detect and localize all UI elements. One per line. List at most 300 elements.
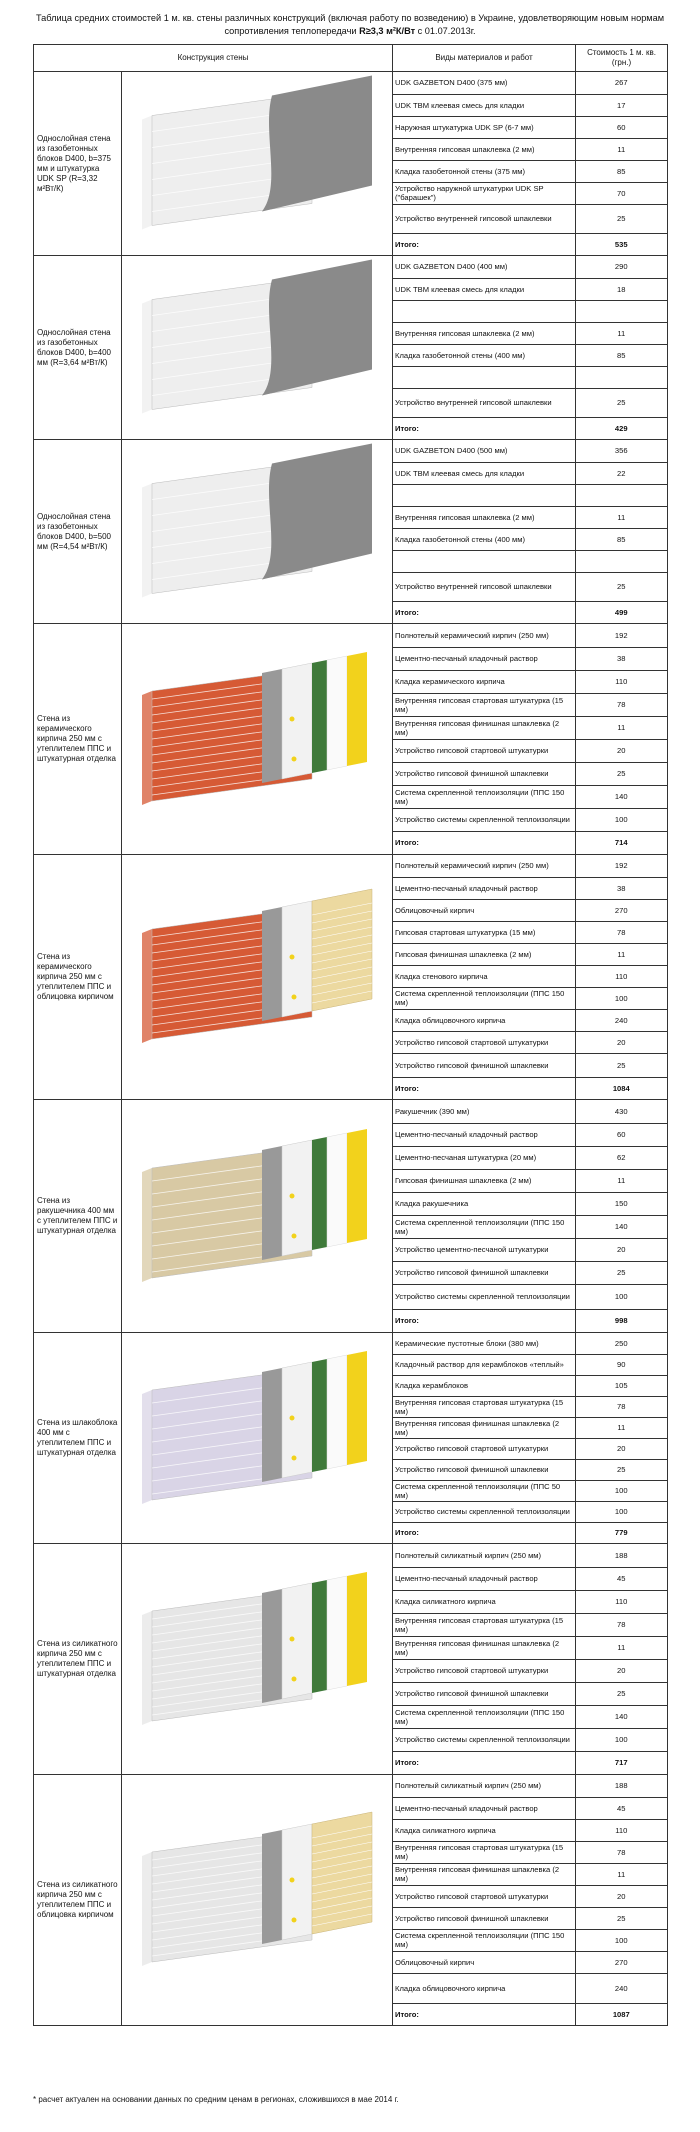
material-row bbox=[393, 1907, 667, 1929]
material-cost: 192 bbox=[575, 624, 667, 647]
material-cost: 192 bbox=[575, 855, 667, 877]
material-cost: 62 bbox=[575, 1146, 667, 1169]
wall-illustration bbox=[122, 1333, 393, 1543]
material-name: Гипсовая финишная шпаклевка (2 мм) bbox=[393, 943, 575, 965]
material-name: Гипсовая финишная шпаклевка (2 мм) bbox=[393, 1169, 575, 1192]
material-name: Устройство цементно-песчаной штукатурки bbox=[393, 1238, 575, 1261]
material-cost: 11 bbox=[575, 1636, 667, 1659]
material-name: Устройство гипсовой финишной шпаклевки bbox=[393, 1907, 575, 1929]
material-name: UDK GAZBETON D400 (375 мм) bbox=[393, 72, 575, 94]
material-name bbox=[393, 550, 575, 572]
material-row bbox=[393, 440, 667, 462]
material-name: Устройство гипсовой стартовой штукатурки bbox=[393, 739, 575, 762]
material-name: Полнотелый силикатный кирпич (250 мм) bbox=[393, 1775, 575, 1797]
material-cost: 25 bbox=[575, 1459, 667, 1480]
material-name: Внутренняя гипсовая стартовая штукатурка (15 мм) bbox=[393, 1841, 575, 1863]
material-row bbox=[393, 670, 667, 693]
material-row bbox=[393, 785, 667, 808]
material-row bbox=[393, 647, 667, 670]
material-row bbox=[393, 693, 667, 716]
material-cost: 20 bbox=[575, 1659, 667, 1682]
material-name: Устройство гипсовой финишной шпаклевки bbox=[393, 762, 575, 785]
material-name: Облицовочный кирпич bbox=[393, 899, 575, 921]
column-header-cost: Стоимость 1 м. кв. (грн.) bbox=[576, 45, 668, 72]
material-row bbox=[393, 1841, 667, 1863]
footnote: * расчет актуален на основании данных по средним ценам в регионах, сложившихся в мае 2014 г. bbox=[33, 2095, 399, 2104]
total-cost: 499 bbox=[575, 601, 667, 623]
material-cost: 150 bbox=[575, 1192, 667, 1215]
material-name: Устройство наружной штукатурки UDK SP ("барашек") bbox=[393, 182, 575, 204]
material-cost: 17 bbox=[575, 94, 667, 116]
wall-illustration bbox=[122, 256, 393, 439]
material-row bbox=[393, 278, 667, 300]
total-row bbox=[393, 1522, 667, 1543]
material-cost: 11 bbox=[575, 138, 667, 160]
material-cost: 78 bbox=[575, 693, 667, 716]
material-name: Устройство внутренней гипсовой шпаклевки bbox=[393, 572, 575, 601]
total-label: Итого: bbox=[395, 838, 419, 848]
materials-cell bbox=[393, 1333, 668, 1544]
material-row bbox=[393, 1354, 667, 1375]
material-row bbox=[393, 855, 667, 877]
material-cost: 100 bbox=[575, 1929, 667, 1951]
total-label: Итого: bbox=[395, 2009, 419, 2019]
total-label: Итого: bbox=[395, 1758, 419, 1768]
material-cost: 70 bbox=[575, 182, 667, 204]
material-cost: 188 bbox=[575, 1775, 667, 1797]
material-row bbox=[393, 1396, 667, 1417]
material-cost: 20 bbox=[575, 739, 667, 762]
material-cost: 78 bbox=[575, 1841, 667, 1863]
material-cost: 45 bbox=[575, 1567, 667, 1590]
total-label: Итого: bbox=[395, 1528, 419, 1538]
material-cost bbox=[575, 366, 667, 388]
total-label: Итого: bbox=[395, 607, 419, 617]
material-name: Внутренняя гипсовая стартовая штукатурка (15 мм) bbox=[393, 693, 575, 716]
material-cost: 25 bbox=[575, 762, 667, 785]
header-line-2: сопротивления теплопередачи R≥3,3 м²К/Вт с 01.07.2013г. bbox=[224, 26, 476, 36]
material-name bbox=[393, 366, 575, 388]
total-cost: 429 bbox=[575, 417, 667, 439]
wall-section bbox=[34, 1775, 668, 2026]
material-cost: 270 bbox=[575, 1951, 667, 1973]
column-header-construction: Конструкция стены bbox=[34, 45, 393, 72]
total-cost: 779 bbox=[575, 1522, 667, 1543]
material-cost: 270 bbox=[575, 899, 667, 921]
material-name: Система скрепленной теплоизоляции (ППС 150 мм) bbox=[393, 1705, 575, 1728]
material-row bbox=[393, 94, 667, 116]
material-cost: 78 bbox=[575, 1613, 667, 1636]
wall-section bbox=[34, 1100, 668, 1333]
material-cost bbox=[575, 484, 667, 506]
material-row bbox=[393, 1459, 667, 1480]
material-name: Устройство гипсовой финишной шпаклевки bbox=[393, 1682, 575, 1705]
wall-construction-label: Однослойная стена из газобетонных блоков D400, b=375 мм и штукатурка UDK SP (R=3,32 м²Вт/К) bbox=[34, 72, 122, 256]
wall-image-cell bbox=[122, 1333, 393, 1544]
material-cost: 25 bbox=[575, 1053, 667, 1077]
material-row bbox=[393, 572, 667, 601]
wall-illustration bbox=[122, 1775, 393, 2025]
total-cost: 717 bbox=[575, 1751, 667, 1774]
material-name: Цементно-песчаная штукатурка (20 мм) bbox=[393, 1146, 575, 1169]
column-header-materials: Виды материалов и работ bbox=[393, 45, 576, 72]
material-name bbox=[393, 484, 575, 506]
material-name: Кладка керамического кирпича bbox=[393, 670, 575, 693]
material-cost: 100 bbox=[575, 987, 667, 1009]
material-row bbox=[393, 1261, 667, 1284]
material-cost: 20 bbox=[575, 1438, 667, 1459]
material-cost: 140 bbox=[575, 785, 667, 808]
table-header-row bbox=[34, 45, 668, 72]
material-cost: 38 bbox=[575, 647, 667, 670]
material-cost: 430 bbox=[575, 1100, 667, 1123]
materials-list bbox=[393, 1100, 667, 1332]
material-name: Цементно-песчаный кладочный раствор bbox=[393, 877, 575, 899]
material-row bbox=[393, 624, 667, 647]
materials-cell bbox=[393, 256, 668, 440]
materials-list bbox=[393, 855, 667, 1099]
material-name: Керамические пустотные блоки (380 мм) bbox=[393, 1333, 575, 1354]
total-cost: 714 bbox=[575, 831, 667, 854]
wall-image-cell bbox=[122, 1544, 393, 1775]
material-name: Устройство гипсовой финишной шпаклевки bbox=[393, 1261, 575, 1284]
material-cost: 110 bbox=[575, 1590, 667, 1613]
material-name: Кладка газобетонной стены (375 мм) bbox=[393, 160, 575, 182]
wall-illustration bbox=[122, 624, 393, 854]
material-name: Кладка газобетонной стены (400 мм) bbox=[393, 344, 575, 366]
material-row bbox=[393, 72, 667, 94]
material-row bbox=[393, 1123, 667, 1146]
wall-image-cell bbox=[122, 72, 393, 256]
wall-construction-label: Стена из силикатного кирпича 250 мм с утеплителем ППС и облицовка кирпичом bbox=[34, 1775, 122, 2026]
material-row bbox=[393, 300, 667, 322]
material-row bbox=[393, 1567, 667, 1590]
material-name: Устройство системы скрепленной теплоизоляции bbox=[393, 1501, 575, 1522]
material-name: UDK TBM клеевая смесь для кладки bbox=[393, 94, 575, 116]
material-row bbox=[393, 322, 667, 344]
material-cost: 100 bbox=[575, 1728, 667, 1751]
material-row bbox=[393, 506, 667, 528]
header-line-1: Таблица средних стоимостей 1 м. кв. стены различных конструкций (включая работу по возведению) в Украине, удовлетворяющим новым нормам bbox=[35, 13, 665, 23]
wall-illustration bbox=[122, 440, 393, 623]
material-row bbox=[393, 1951, 667, 1973]
material-row bbox=[393, 899, 667, 921]
material-name: Кладочный раствор для керамблоков «теплый» bbox=[393, 1354, 575, 1375]
material-name: Устройство системы скрепленной теплоизоляции bbox=[393, 1284, 575, 1309]
material-row bbox=[393, 1480, 667, 1501]
total-row bbox=[393, 831, 667, 854]
material-name: Кладка газобетонной стены (400 мм) bbox=[393, 528, 575, 550]
material-name: Облицовочный кирпич bbox=[393, 1951, 575, 1973]
material-cost: 250 bbox=[575, 1333, 667, 1354]
materials-list bbox=[393, 1544, 667, 1774]
wall-image-cell bbox=[122, 624, 393, 855]
material-row bbox=[393, 1613, 667, 1636]
material-cost: 18 bbox=[575, 278, 667, 300]
material-row bbox=[393, 366, 667, 388]
materials-cell bbox=[393, 855, 668, 1100]
material-row bbox=[393, 1146, 667, 1169]
material-row bbox=[393, 716, 667, 739]
material-name: Кладка облицовочного кирпича bbox=[393, 1973, 575, 2003]
material-row bbox=[393, 965, 667, 987]
material-row bbox=[393, 1659, 667, 1682]
total-cost: 535 bbox=[575, 233, 667, 255]
material-name: Кладка стенового кирпича bbox=[393, 965, 575, 987]
material-cost: 105 bbox=[575, 1375, 667, 1396]
material-row bbox=[393, 1819, 667, 1841]
material-row bbox=[393, 1636, 667, 1659]
material-row bbox=[393, 1728, 667, 1751]
material-row bbox=[393, 1438, 667, 1459]
wall-image-cell bbox=[122, 440, 393, 624]
wall-section bbox=[34, 1333, 668, 1544]
wall-cost-table bbox=[33, 44, 668, 2026]
material-row bbox=[393, 1169, 667, 1192]
total-row bbox=[393, 601, 667, 623]
material-name: Полнотелый керамический кирпич (250 мм) bbox=[393, 624, 575, 647]
material-row bbox=[393, 739, 667, 762]
material-name: Устройство системы скрепленной теплоизоляции bbox=[393, 808, 575, 831]
material-name: Внутренняя гипсовая финишная шпаклевка (2 мм) bbox=[393, 1417, 575, 1438]
materials-list bbox=[393, 1333, 667, 1543]
material-row bbox=[393, 1885, 667, 1907]
material-row bbox=[393, 550, 667, 572]
material-row bbox=[393, 943, 667, 965]
material-name: Цементно-песчаный кладочный раствор bbox=[393, 1797, 575, 1819]
wall-section bbox=[34, 256, 668, 440]
total-label: Итого: bbox=[395, 1083, 419, 1093]
wall-image-cell bbox=[122, 1775, 393, 2026]
material-name: Система скрепленной теплоизоляции (ППС 150 мм) bbox=[393, 1929, 575, 1951]
wall-illustration bbox=[122, 1544, 393, 1774]
material-cost: 85 bbox=[575, 344, 667, 366]
material-row bbox=[393, 388, 667, 417]
material-cost: 38 bbox=[575, 877, 667, 899]
material-row bbox=[393, 116, 667, 138]
document-header bbox=[20, 12, 680, 38]
material-name: Кладка керамблоков bbox=[393, 1375, 575, 1396]
material-name: Устройство гипсовой стартовой штукатурки bbox=[393, 1885, 575, 1907]
material-name: Кладка силикатного кирпича bbox=[393, 1590, 575, 1613]
material-name: Система скрепленной теплоизоляции (ППС 50 мм) bbox=[393, 1480, 575, 1501]
material-row bbox=[393, 1009, 667, 1031]
materials-cell bbox=[393, 1775, 668, 2026]
material-cost bbox=[575, 300, 667, 322]
materials-cell bbox=[393, 72, 668, 256]
material-row bbox=[393, 1031, 667, 1053]
material-row bbox=[393, 344, 667, 366]
wall-construction-label: Стена из керамического кирпича 250 мм с утеплителем ППС и облицовка кирпичом bbox=[34, 855, 122, 1100]
material-row bbox=[393, 1333, 667, 1354]
material-cost: 25 bbox=[575, 204, 667, 233]
material-name: Устройство гипсовой стартовой штукатурки bbox=[393, 1659, 575, 1682]
material-row bbox=[393, 1544, 667, 1567]
material-row bbox=[393, 921, 667, 943]
materials-cell bbox=[393, 624, 668, 855]
resistance-norm: R≥3,3 м²К/Вт bbox=[359, 26, 416, 36]
wall-section bbox=[34, 72, 668, 256]
material-name: Цементно-песчаный кладочный раствор bbox=[393, 1123, 575, 1146]
material-cost: 90 bbox=[575, 1354, 667, 1375]
material-name: Устройство системы скрепленной теплоизоляции bbox=[393, 1728, 575, 1751]
material-row bbox=[393, 1053, 667, 1077]
material-cost: 11 bbox=[575, 1863, 667, 1885]
total-cost: 998 bbox=[575, 1309, 667, 1332]
material-cost: 20 bbox=[575, 1238, 667, 1261]
material-name: Устройство внутренней гипсовой шпаклевки bbox=[393, 204, 575, 233]
material-cost: 22 bbox=[575, 462, 667, 484]
material-name: Устройство внутренней гипсовой шпаклевки bbox=[393, 388, 575, 417]
material-cost: 45 bbox=[575, 1797, 667, 1819]
total-label: Итого: bbox=[395, 1316, 419, 1326]
material-cost: 25 bbox=[575, 388, 667, 417]
materials-cell bbox=[393, 1544, 668, 1775]
material-cost: 100 bbox=[575, 1501, 667, 1522]
material-name: Внутренняя гипсовая шпаклевка (2 мм) bbox=[393, 322, 575, 344]
material-name: Внутренняя гипсовая финишная шпаклевка (2 мм) bbox=[393, 1863, 575, 1885]
material-row bbox=[393, 528, 667, 550]
wall-construction-label: Стена из ракушечника 400 мм с утеплителем ППС и штукатурная отделка bbox=[34, 1100, 122, 1333]
material-cost: 60 bbox=[575, 1123, 667, 1146]
material-cost: 11 bbox=[575, 1169, 667, 1192]
wall-construction-label: Стена из силикатного кирпича 250 мм с утеплителем ППС и штукатурная отделка bbox=[34, 1544, 122, 1775]
material-cost: 25 bbox=[575, 1682, 667, 1705]
material-row bbox=[393, 1238, 667, 1261]
material-name: Цементно-песчаный кладочный раствор bbox=[393, 647, 575, 670]
materials-list bbox=[393, 256, 667, 439]
total-row bbox=[393, 2003, 667, 2025]
wall-illustration bbox=[122, 855, 393, 1099]
material-row bbox=[393, 808, 667, 831]
material-row bbox=[393, 204, 667, 233]
total-row bbox=[393, 233, 667, 255]
material-row bbox=[393, 1375, 667, 1396]
material-name: Внутренняя гипсовая шпаклевка (2 мм) bbox=[393, 138, 575, 160]
material-row bbox=[393, 1100, 667, 1123]
wall-section bbox=[34, 855, 668, 1100]
material-cost: 100 bbox=[575, 1284, 667, 1309]
materials-list bbox=[393, 72, 667, 255]
material-cost: 100 bbox=[575, 1480, 667, 1501]
material-cost: 240 bbox=[575, 1009, 667, 1031]
material-name: Гипсовая стартовая штукатурка (15 мм) bbox=[393, 921, 575, 943]
total-cost: 1087 bbox=[575, 2003, 667, 2025]
material-row bbox=[393, 462, 667, 484]
material-name: Полнотелый силикатный кирпич (250 мм) bbox=[393, 1544, 575, 1567]
material-name: Внутренняя гипсовая стартовая штукатурка (15 мм) bbox=[393, 1613, 575, 1636]
material-name: UDK TBM клеевая смесь для кладки bbox=[393, 462, 575, 484]
materials-cell bbox=[393, 1100, 668, 1333]
material-cost: 11 bbox=[575, 1417, 667, 1438]
material-cost: 20 bbox=[575, 1031, 667, 1053]
material-cost: 140 bbox=[575, 1215, 667, 1238]
total-label: Итого: bbox=[395, 423, 419, 433]
material-cost: 110 bbox=[575, 1819, 667, 1841]
total-row bbox=[393, 1309, 667, 1332]
wall-construction-label: Стена из шлакоблока 400 мм с утеплителем ППС и штукатурная отделка bbox=[34, 1333, 122, 1544]
wall-image-cell bbox=[122, 855, 393, 1100]
material-name: Внутренняя гипсовая шпаклевка (2 мм) bbox=[393, 506, 575, 528]
material-cost: 188 bbox=[575, 1544, 667, 1567]
total-row bbox=[393, 417, 667, 439]
material-row bbox=[393, 256, 667, 278]
material-row bbox=[393, 1705, 667, 1728]
material-cost: 25 bbox=[575, 1907, 667, 1929]
material-row bbox=[393, 1973, 667, 2003]
material-name: Наружная штукатурка UDK SP (6-7 мм) bbox=[393, 116, 575, 138]
material-row bbox=[393, 1192, 667, 1215]
material-row bbox=[393, 1929, 667, 1951]
material-row bbox=[393, 1775, 667, 1797]
material-name: UDK GAZBETON D400 (500 мм) bbox=[393, 440, 575, 462]
wall-section bbox=[34, 1544, 668, 1775]
material-row bbox=[393, 1501, 667, 1522]
material-cost: 140 bbox=[575, 1705, 667, 1728]
material-name: Устройство гипсовой стартовой штукатурки bbox=[393, 1438, 575, 1459]
material-name: Ракушечник (390 мм) bbox=[393, 1100, 575, 1123]
material-cost: 240 bbox=[575, 1973, 667, 2003]
material-name: Внутренняя гипсовая финишная шпаклевка (2 мм) bbox=[393, 716, 575, 739]
material-row bbox=[393, 1590, 667, 1613]
material-name: Цементно-песчаный кладочный раствор bbox=[393, 1567, 575, 1590]
wall-section bbox=[34, 440, 668, 624]
materials-list bbox=[393, 440, 667, 623]
material-cost: 11 bbox=[575, 943, 667, 965]
material-name: Система скрепленной теплоизоляции (ППС 150 мм) bbox=[393, 1215, 575, 1238]
material-name: Устройство гипсовой стартовой штукатурки bbox=[393, 1031, 575, 1053]
wall-construction-label: Однослойная стена из газобетонных блоков D400, b=400 мм (R=3,64 м²Вт/К) bbox=[34, 256, 122, 440]
material-name bbox=[393, 300, 575, 322]
material-row bbox=[393, 1284, 667, 1309]
material-cost: 110 bbox=[575, 670, 667, 693]
material-name: Кладка облицовочного кирпича bbox=[393, 1009, 575, 1031]
material-cost: 25 bbox=[575, 1261, 667, 1284]
material-name: Внутренняя гипсовая финишная шпаклевка (2 мм) bbox=[393, 1636, 575, 1659]
material-row bbox=[393, 1215, 667, 1238]
material-cost: 11 bbox=[575, 716, 667, 739]
material-row bbox=[393, 484, 667, 506]
material-row bbox=[393, 160, 667, 182]
material-cost bbox=[575, 550, 667, 572]
total-label: Итого: bbox=[395, 239, 419, 249]
material-cost: 110 bbox=[575, 965, 667, 987]
material-row bbox=[393, 1682, 667, 1705]
material-cost: 11 bbox=[575, 322, 667, 344]
materials-cell bbox=[393, 440, 668, 624]
material-row bbox=[393, 987, 667, 1009]
material-name: Устройство гипсовой финишной шпаклевки bbox=[393, 1459, 575, 1480]
material-row bbox=[393, 182, 667, 204]
wall-illustration bbox=[122, 72, 393, 255]
material-cost: 60 bbox=[575, 116, 667, 138]
wall-illustration bbox=[122, 1100, 393, 1332]
materials-list bbox=[393, 1775, 667, 2025]
material-name: Кладка силикатного кирпича bbox=[393, 1819, 575, 1841]
total-cost: 1084 bbox=[575, 1077, 667, 1099]
material-name: Система скрепленной теплоизоляции (ППС 150 мм) bbox=[393, 987, 575, 1009]
material-name: Полнотелый керамический кирпич (250 мм) bbox=[393, 855, 575, 877]
wall-construction-label: Стена из керамического кирпича 250 мм с утеплителем ППС и штукатурная отделка bbox=[34, 624, 122, 855]
material-cost: 78 bbox=[575, 1396, 667, 1417]
material-name: UDK GAZBETON D400 (400 мм) bbox=[393, 256, 575, 278]
total-row bbox=[393, 1751, 667, 1774]
material-cost: 78 bbox=[575, 921, 667, 943]
materials-list bbox=[393, 624, 667, 854]
material-cost: 11 bbox=[575, 506, 667, 528]
material-row bbox=[393, 1863, 667, 1885]
material-cost: 100 bbox=[575, 808, 667, 831]
